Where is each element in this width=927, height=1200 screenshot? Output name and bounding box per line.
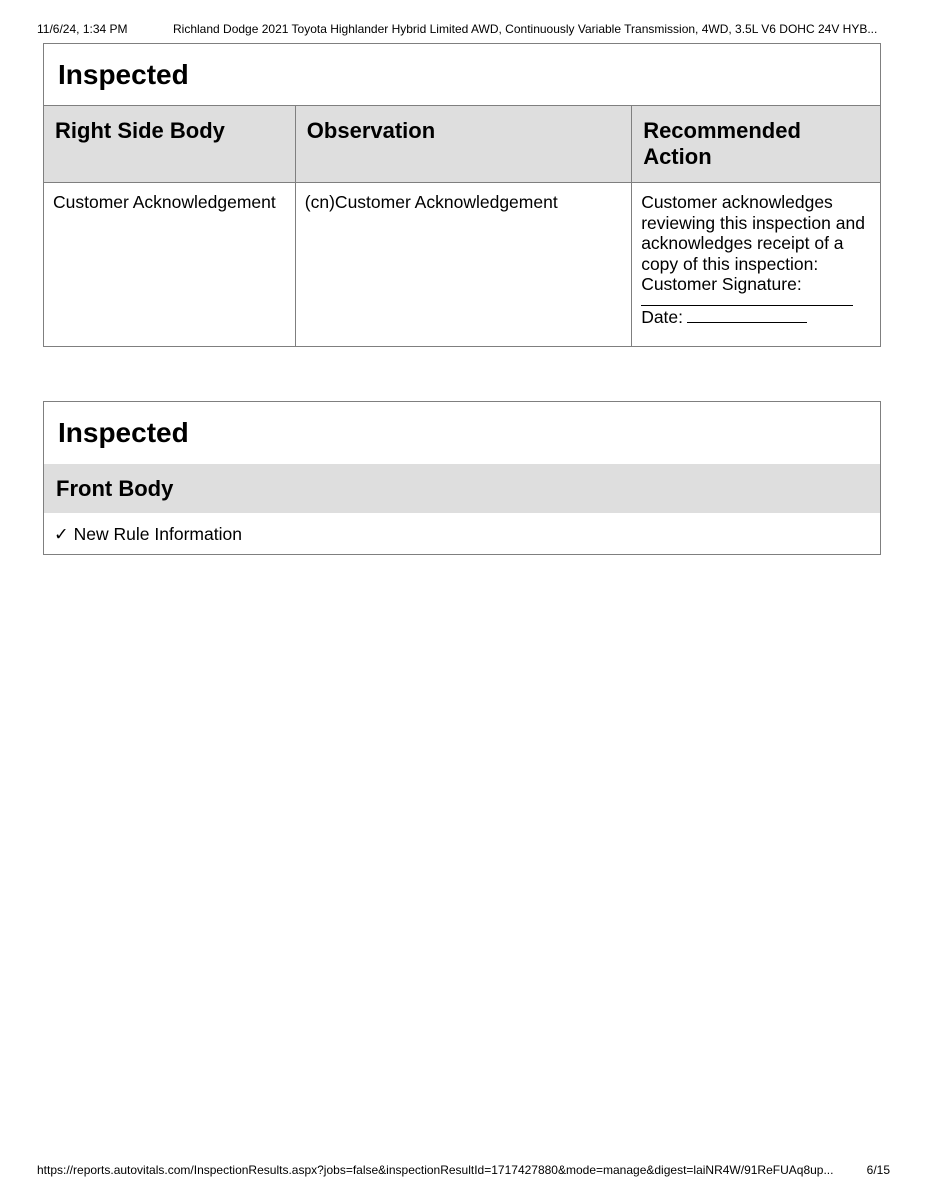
cell-observation: (cn)Customer Acknowledgement <box>295 183 631 346</box>
section-title: Inspected <box>58 417 189 448</box>
print-footer <box>37 1163 890 1179</box>
cell-item: Customer Acknowledgement <box>44 183 295 346</box>
checkmark-icon: ✓ <box>54 524 69 544</box>
table-row <box>44 183 880 346</box>
print-date: 11/6/24, 1:34 PM <box>37 22 128 36</box>
column-header-observation: Observation <box>295 106 631 183</box>
acknowledgement-text: Customer acknowledges reviewing this inspection and acknowledges receipt of a copy of this inspection: Customer Signature: <box>641 192 865 294</box>
page-url: https://reports.autovitals.com/InspectionResults.aspx?jobs=false&inspectionResultId=1717427880&mode=manage&digest=laiNR4W/91ReFUAq8up... <box>37 1163 834 1177</box>
section-title: Inspected <box>44 44 880 106</box>
cell-recommended-action <box>632 183 880 346</box>
signature-line <box>641 295 853 306</box>
category-header: Front Body <box>44 464 880 513</box>
list-item <box>44 513 880 553</box>
print-title: Richland Dodge 2021 Toyota Highlander Hybrid Limited AWD, Continuously Variable Transmission, 4WD, 3.5L V6 DOHC 24V HYB... <box>173 22 878 36</box>
table-header-row <box>44 106 880 183</box>
date-label: Date: <box>641 306 684 327</box>
page-number: 6/15 <box>866 1163 890 1177</box>
inspection-section-front-body <box>43 401 881 555</box>
print-header <box>37 22 890 38</box>
column-header-recommended-action: Recommended Action <box>632 106 880 183</box>
column-header-category: Right Side Body <box>44 106 295 183</box>
date-line <box>687 308 807 323</box>
date-field <box>641 307 872 328</box>
list-item-label: New Rule Information <box>73 524 242 544</box>
inspection-section-right-side-body <box>43 43 881 347</box>
observation-table <box>44 106 880 346</box>
